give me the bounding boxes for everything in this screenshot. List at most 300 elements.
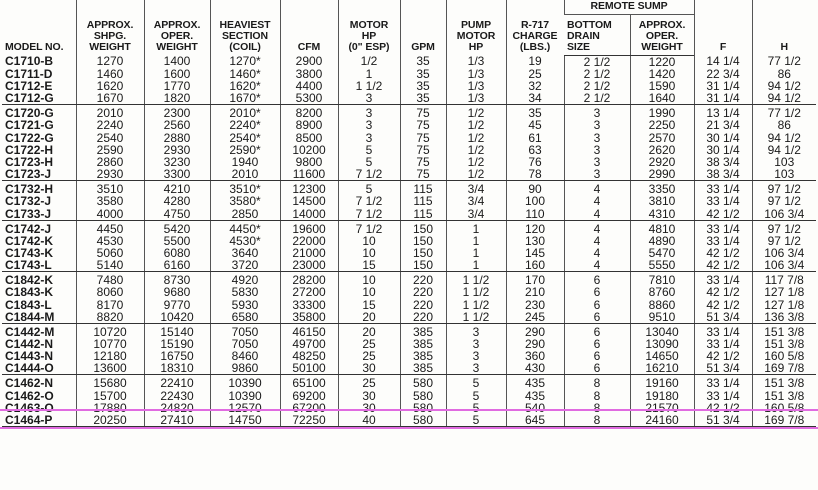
cell-oper: 4210 [144, 181, 210, 196]
cell-r717: 78 [506, 168, 564, 181]
cell-gpm: 35 [400, 68, 446, 80]
header-label-line: MODEL NO. [5, 41, 64, 53]
col-header-model [2, 0, 76, 55]
cell-f: 42 1/2 [694, 286, 752, 298]
cell-r717: 25 [506, 68, 564, 80]
cell-motor: 3 [338, 119, 400, 131]
cell-shpg: 10770 [76, 338, 144, 350]
model-cell: C1444-O [2, 362, 76, 375]
cell-cfm: 3800 [280, 68, 338, 80]
cell-shpg: 2240 [76, 119, 144, 131]
cell-shpg: 7480 [76, 272, 144, 287]
cell-cfm: 10200 [280, 144, 338, 156]
cell-drain: 4 [564, 181, 630, 196]
cell-pump: 5 [446, 375, 506, 390]
cell-oper: 1820 [144, 92, 210, 105]
cell-shpg: 2930 [76, 168, 144, 181]
cell-gpm: 150 [400, 235, 446, 247]
cell-shpg: 8820 [76, 311, 144, 324]
table-row [2, 168, 816, 181]
cell-rs_oper: 9510 [630, 311, 694, 324]
table-row [2, 338, 816, 350]
cell-rs_oper: 19180 [630, 389, 694, 401]
cell-shpg: 1620 [76, 80, 144, 92]
table-row [2, 80, 816, 92]
cell-h: 136 3/8 [752, 311, 816, 324]
cell-cfm: 35800 [280, 311, 338, 324]
cell-oper: 1400 [144, 55, 210, 68]
cell-r717: 645 [506, 414, 564, 427]
cell-drain: 6 [564, 272, 630, 287]
cell-motor: 30 [338, 402, 400, 414]
cell-pump: 3/4 [446, 181, 506, 196]
table-row [2, 119, 816, 131]
cell-h: 117 7/8 [752, 272, 816, 287]
header-label-line: DRAIN [567, 29, 600, 42]
cell-gpm: 220 [400, 286, 446, 298]
header-label-line: F [719, 41, 727, 53]
cell-cfm: 4400 [280, 80, 338, 92]
model-cell: C1464-P [2, 414, 76, 427]
header-label-line: CHARGE [512, 30, 558, 42]
cell-f: 33 1/4 [694, 272, 752, 287]
cell-f: 38 3/4 [694, 156, 752, 168]
col-header-motor-hp [338, 0, 400, 55]
cell-pump: 1 [446, 235, 506, 247]
cell-pump: 1/3 [446, 80, 506, 92]
cell-cfm: 12300 [280, 181, 338, 196]
cell-heavy: 2010* [210, 105, 280, 120]
cell-oper: 9770 [144, 298, 210, 310]
cell-pump: 1 1/2 [446, 286, 506, 298]
cell-shpg: 8170 [76, 298, 144, 310]
cell-rs_oper: 19160 [630, 375, 694, 390]
cell-cfm: 9800 [280, 156, 338, 168]
table-row [2, 208, 816, 221]
cell-heavy: 12570 [210, 402, 280, 414]
cell-r717: 120 [506, 220, 564, 235]
cell-heavy: 2240* [210, 119, 280, 131]
cell-pump: 1 [446, 247, 506, 259]
cell-motor: 30 [338, 362, 400, 375]
cell-motor: 7 1/2 [338, 195, 400, 207]
cell-f: 31 1/4 [694, 92, 752, 105]
header-label-line: OPER. [645, 29, 679, 42]
cell-motor: 30 [338, 389, 400, 401]
cell-oper: 5420 [144, 220, 210, 235]
cell-cfm: 14000 [280, 208, 338, 221]
cell-motor: 10 [338, 286, 400, 298]
cell-heavy: 3580* [210, 195, 280, 207]
table-row [2, 414, 816, 427]
header-label-line: HP [468, 41, 484, 53]
model-cell: C1723-J [2, 168, 76, 181]
cell-pump: 3/4 [446, 208, 506, 221]
cell-cfm: 69200 [280, 389, 338, 401]
cell-heavy: 10390 [210, 389, 280, 401]
cell-cfm: 8900 [280, 119, 338, 131]
cell-gpm: 385 [400, 362, 446, 375]
cell-drain: 8 [564, 375, 630, 390]
cell-h: 77 1/2 [752, 55, 816, 68]
cell-oper: 10420 [144, 311, 210, 324]
cell-drain: 4 [564, 220, 630, 235]
cell-oper: 27410 [144, 414, 210, 427]
cell-heavy: 4450* [210, 220, 280, 235]
cell-f: 22 3/4 [694, 68, 752, 80]
cell-f: 33 1/4 [694, 181, 752, 196]
cell-pump: 3 [446, 350, 506, 362]
model-cell: C1732-H [5, 182, 54, 197]
cell-cfm: 2900 [280, 55, 338, 68]
cell-motor: 40 [338, 414, 400, 427]
header-label-line: WEIGHT [89, 41, 131, 53]
cell-h: 94 1/2 [752, 92, 816, 105]
cell-gpm: 580 [400, 402, 446, 414]
cell-f: 14 1/4 [694, 55, 752, 68]
model-cell: C1710-B [5, 54, 54, 69]
table-body [2, 55, 816, 426]
cell-drain: 8 [564, 402, 630, 414]
cell-shpg: 2860 [76, 156, 144, 168]
cell-heavy: 2010 [210, 168, 280, 181]
table-row [2, 131, 816, 143]
cell-cfm: 33300 [280, 298, 338, 310]
cell-shpg: 3510 [76, 181, 144, 196]
cell-motor: 10 [338, 235, 400, 247]
cell-shpg: 4450 [76, 220, 144, 235]
table-header [2, 0, 816, 55]
cell-drain: 6 [564, 350, 630, 362]
cell-r717: 210 [506, 286, 564, 298]
cell-heavy: 1270* [210, 55, 280, 68]
cell-drain: 2 1/2 [564, 68, 630, 80]
cell-h: 103 [752, 168, 816, 181]
model-cell: C1442-N [5, 336, 54, 351]
cell-h: 97 1/2 [752, 195, 816, 207]
cell-heavy: 3720 [210, 259, 280, 272]
cell-rs_oper: 8760 [630, 286, 694, 298]
cell-pump: 1/2 [446, 168, 506, 181]
cell-heavy: 2540* [210, 131, 280, 143]
cell-heavy: 14750 [210, 414, 280, 427]
cell-r717: 45 [506, 119, 564, 131]
cell-f: 42 1/2 [694, 208, 752, 221]
cell-motor: 25 [338, 375, 400, 390]
cell-motor: 3 [338, 105, 400, 120]
cell-heavy: 1670* [210, 92, 280, 105]
cell-motor: 1 1/2 [338, 80, 400, 92]
cell-h: 127 1/8 [752, 286, 816, 298]
cell-r717: 34 [506, 92, 564, 105]
header-label-line: SIZE [567, 40, 590, 53]
cell-drain: 4 [564, 259, 630, 272]
cell-cfm: 22000 [280, 235, 338, 247]
cell-motor: 1/2 [338, 55, 400, 68]
cell-heavy: 7050 [210, 338, 280, 350]
model-cell: C1843-L [5, 297, 52, 312]
table-row [2, 156, 816, 168]
cell-pump: 5 [446, 389, 506, 401]
cell-drain: 6 [564, 338, 630, 350]
model-cell: C1462-N [5, 376, 54, 391]
cell-oper: 4280 [144, 195, 210, 207]
cell-r717: 145 [506, 247, 564, 259]
cell-pump: 5 [446, 402, 506, 414]
header-label-line: SHPG. [93, 30, 127, 42]
table-row [2, 92, 816, 105]
cell-h: 151 3/8 [752, 389, 816, 401]
table-row [2, 323, 816, 338]
table-row [2, 311, 816, 324]
cell-rs_oper: 1990 [630, 105, 694, 120]
cell-heavy: 7050 [210, 323, 280, 338]
cell-pump: 1/2 [446, 144, 506, 156]
table-row [2, 235, 816, 247]
cell-drain: 4 [564, 247, 630, 259]
cell-h: 151 3/8 [752, 338, 816, 350]
cell-gpm: 385 [400, 323, 446, 338]
cell-drain: 3 [564, 131, 630, 143]
cell-gpm: 75 [400, 119, 446, 131]
remote-sump-header: REMOTE SUMP [564, 0, 694, 14]
cell-gpm: 75 [400, 131, 446, 143]
cell-gpm: 385 [400, 350, 446, 362]
cell-pump: 1/2 [446, 119, 506, 131]
table-row [2, 259, 816, 272]
cell-shpg: 20250 [76, 414, 144, 427]
cell-motor: 3 [338, 92, 400, 105]
cell-h: 94 1/2 [752, 144, 816, 156]
model-cell: C1742-K [5, 233, 54, 248]
cell-f: 51 3/4 [694, 362, 752, 375]
cell-cfm: 50100 [280, 362, 338, 375]
model-cell: C1462-O [5, 388, 54, 403]
cell-motor: 5 [338, 144, 400, 156]
cell-gpm: 75 [400, 156, 446, 168]
header-label-line: SECTION [222, 30, 268, 42]
cell-pump: 1 1/2 [446, 311, 506, 324]
cell-oper: 2300 [144, 105, 210, 120]
cell-heavy: 5930 [210, 298, 280, 310]
cell-f: 13 1/4 [694, 105, 752, 120]
specifications-table [2, 0, 816, 427]
header-label-line: HP [361, 30, 377, 42]
col-header-h [752, 0, 816, 55]
cell-cfm: 27200 [280, 286, 338, 298]
cell-heavy: 3640 [210, 247, 280, 259]
cell-h: 94 1/2 [752, 131, 816, 143]
cell-rs_oper: 13090 [630, 338, 694, 350]
cell-f: 21 3/4 [694, 119, 752, 131]
cell-oper: 2560 [144, 119, 210, 131]
model-cell: C1842-K [5, 273, 54, 288]
cell-heavy: 2850 [210, 208, 280, 221]
cell-oper: 15190 [144, 338, 210, 350]
header-label-line: PUMP [461, 19, 491, 31]
cell-rs_oper: 3350 [630, 181, 694, 196]
cell-oper: 24820 [144, 402, 210, 414]
header-label-line: APPROX. [638, 18, 686, 31]
table-row [2, 105, 816, 120]
cell-f: 33 1/4 [694, 323, 752, 338]
cell-f: 42 1/2 [694, 259, 752, 272]
table-row [2, 181, 816, 196]
cell-shpg: 5140 [76, 259, 144, 272]
cell-drain: 3 [564, 156, 630, 168]
cell-pump: 1/2 [446, 156, 506, 168]
model-cell: C1732-J [5, 194, 52, 209]
header-label-line: GPM [411, 41, 435, 53]
cell-gpm: 115 [400, 181, 446, 196]
cell-gpm: 35 [400, 92, 446, 105]
cell-pump: 1 1/2 [446, 272, 506, 287]
cell-rs_oper: 5550 [630, 259, 694, 272]
col-header-oper-weight [144, 0, 210, 55]
cell-r717: 230 [506, 298, 564, 310]
model-cell: C1733-J [2, 208, 76, 221]
col-header-cfm [280, 0, 338, 55]
cell-r717: 110 [506, 208, 564, 221]
cell-r717: 170 [506, 272, 564, 287]
cell-rs_oper: 24160 [630, 414, 694, 427]
cell-oper: 16750 [144, 350, 210, 362]
cell-motor: 7 1/2 [338, 168, 400, 181]
cell-shpg: 3580 [76, 195, 144, 207]
cell-motor: 1 [338, 68, 400, 80]
table-row [2, 220, 816, 235]
cell-f: 33 1/4 [694, 338, 752, 350]
cell-oper: 22410 [144, 375, 210, 390]
cell-pump: 1 1/2 [446, 298, 506, 310]
cell-gpm: 220 [400, 298, 446, 310]
cell-h: 97 1/2 [752, 220, 816, 235]
cell-h: 77 1/2 [752, 105, 816, 120]
cell-shpg: 4530 [76, 235, 144, 247]
model-cell: C1442-M [5, 324, 55, 339]
cell-r717: 32 [506, 80, 564, 92]
cell-rs_oper: 16210 [630, 362, 694, 375]
model-cell: C1720-G [5, 106, 54, 121]
header-label-line: MOTOR [456, 30, 496, 42]
cell-drain: 4 [564, 235, 630, 247]
cell-cfm: 23000 [280, 259, 338, 272]
cell-pump: 1/3 [446, 92, 506, 105]
cell-rs_oper: 3810 [630, 195, 694, 207]
cell-shpg: 8060 [76, 286, 144, 298]
cell-f: 33 1/4 [694, 235, 752, 247]
cell-pump: 1/2 [446, 105, 506, 120]
cell-h: 160 5/8 [752, 402, 816, 414]
cell-gpm: 75 [400, 105, 446, 120]
cell-oper: 1770 [144, 80, 210, 92]
cell-motor: 15 [338, 298, 400, 310]
cell-motor: 3 [338, 131, 400, 143]
cell-motor: 20 [338, 323, 400, 338]
cell-heavy: 2590* [210, 144, 280, 156]
header-label-line: (LBS.) [519, 41, 551, 53]
cell-shpg: 13600 [76, 362, 144, 375]
cell-gpm: 150 [400, 247, 446, 259]
cell-motor: 25 [338, 338, 400, 350]
model-cell: C1743-K [5, 246, 54, 261]
cell-f: 42 1/2 [694, 350, 752, 362]
cell-gpm: 220 [400, 311, 446, 324]
cell-cfm: 46150 [280, 323, 338, 338]
cell-h: 106 3/4 [752, 247, 816, 259]
cell-drain: 6 [564, 286, 630, 298]
cell-oper: 9680 [144, 286, 210, 298]
header-label-line: CFM [297, 41, 321, 53]
cell-f: 33 1/4 [694, 220, 752, 235]
cell-f: 30 1/4 [694, 144, 752, 156]
cell-gpm: 580 [400, 414, 446, 427]
col-header-f [694, 0, 752, 55]
cell-r717: 290 [506, 338, 564, 350]
cell-heavy: 5830 [210, 286, 280, 298]
cell-motor: 5 [338, 156, 400, 168]
model-cell: C1712-E [5, 78, 53, 93]
cell-oper: 6080 [144, 247, 210, 259]
cell-oper: 8730 [144, 272, 210, 287]
col-header-shpg-weight [76, 0, 144, 55]
col-header-bottom-drain-size [564, 14, 630, 55]
cell-cfm: 65100 [280, 375, 338, 390]
model-cell: C1712-G [2, 92, 76, 105]
cell-pump: 1 [446, 220, 506, 235]
cell-h: 160 5/8 [752, 350, 816, 362]
cell-pump: 1 [446, 259, 506, 272]
cell-heavy: 10390 [210, 375, 280, 390]
cell-cfm: 67200 [280, 402, 338, 414]
cell-pump: 1/2 [446, 131, 506, 143]
cell-h: 151 3/8 [752, 323, 816, 338]
cell-cfm: 8500 [280, 131, 338, 143]
cell-motor: 25 [338, 350, 400, 362]
header-label-line: H [780, 41, 788, 53]
cell-pump: 5 [446, 414, 506, 427]
table-row [2, 68, 816, 80]
cell-f: 42 1/2 [694, 298, 752, 310]
header-label-line: MOTOR [349, 19, 389, 31]
cell-rs_oper: 2920 [630, 156, 694, 168]
cell-h: 169 7/8 [752, 362, 816, 375]
cell-cfm: 8200 [280, 105, 338, 120]
cell-heavy: 1460* [210, 68, 280, 80]
cell-r717: 435 [506, 375, 564, 390]
cell-f: 42 1/2 [694, 402, 752, 414]
model-cell: C1844-M [2, 311, 76, 324]
cell-rs_oper: 2250 [630, 119, 694, 131]
cell-pump: 1/3 [446, 55, 506, 68]
cell-h: 127 1/8 [752, 298, 816, 310]
cell-shpg: 5060 [76, 247, 144, 259]
table-row [2, 298, 816, 310]
cell-drain: 6 [564, 311, 630, 324]
cell-drain: 2 1/2 [564, 80, 630, 92]
cell-r717: 76 [506, 156, 564, 168]
cell-motor: 10 [338, 247, 400, 259]
cell-f: 51 3/4 [694, 414, 752, 427]
cell-r717: 19 [506, 55, 564, 68]
cell-h: 97 1/2 [752, 181, 816, 196]
cell-gpm: 115 [400, 195, 446, 207]
cell-oper: 18310 [144, 362, 210, 375]
cell-rs_oper: 1220 [630, 55, 694, 68]
table-row [2, 55, 816, 68]
model-cell: C1443-N [5, 349, 54, 364]
cell-motor: 7 1/2 [338, 208, 400, 221]
